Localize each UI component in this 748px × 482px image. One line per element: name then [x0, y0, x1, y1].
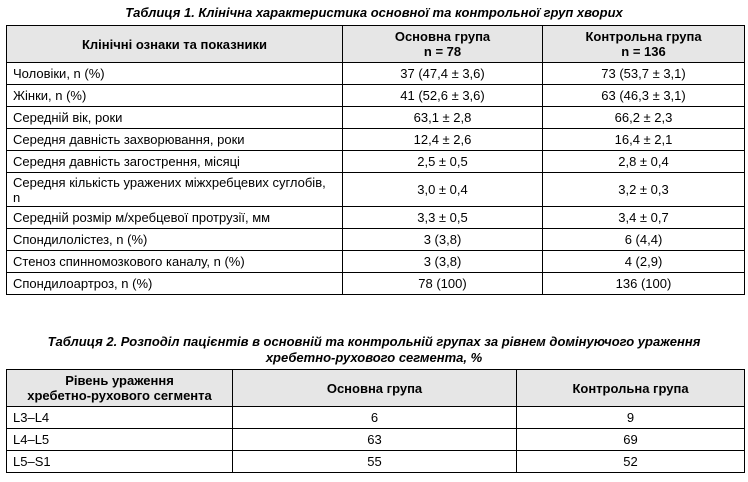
table2-header-main-group: Основна група [233, 370, 517, 407]
row-label: Спондилолістез, n (%) [7, 229, 343, 251]
table2-header-level-line2: хребетно-рухового сегмента [27, 388, 212, 403]
table2-caption [0, 334, 748, 366]
row-label: Середній розмір м/хребцевої протрузії, мм [7, 207, 343, 229]
table2-header-control-group: Контрольна група [517, 370, 745, 407]
row-label: Середня давність загострення, місяці [7, 151, 343, 173]
table1-header-indicators: Клінічні ознаки та показники [7, 26, 343, 63]
table-row [7, 451, 745, 473]
table1-header-control-n: n = 136 [621, 44, 666, 59]
table1-header-main-group [343, 26, 543, 63]
table-row [7, 63, 745, 85]
table2-header-row [7, 370, 745, 407]
control-group-value: 3,2 ± 0,3 [543, 173, 745, 207]
table-row [7, 85, 745, 107]
table2-caption-line1: Таблиця 2. Розподіл пацієнтів в основній та контрольній групах за рівнем домінуючого ураження [47, 334, 701, 349]
clinical-characteristics-table [6, 25, 745, 295]
control-group-value: 73 (53,7 ± 3,1) [543, 63, 745, 85]
main-group-value: 3,0 ± 0,4 [343, 173, 543, 207]
table1-caption: Таблиця 1. Клінічна характеристика основної та контрольної груп хворих [125, 5, 623, 20]
segment-label: L4–L5 [7, 429, 233, 451]
control-group-value: 136 (100) [543, 273, 745, 295]
row-label: Середня давність захворювання, роки [7, 129, 343, 151]
table-row [7, 207, 745, 229]
row-label: Середній вік, роки [7, 107, 343, 129]
table-row [7, 273, 745, 295]
table-row [7, 251, 745, 273]
table-row [7, 173, 745, 207]
main-group-value: 37 (47,4 ± 3,6) [343, 63, 543, 85]
segment-label: L5–S1 [7, 451, 233, 473]
row-label: Стеноз спинномозкового каналу, n (%) [7, 251, 343, 273]
table2-caption-line2: хребетно-рухового сегмента, % [265, 350, 483, 365]
control-group-value: 66,2 ± 2,3 [543, 107, 745, 129]
row-label: Спондилоартроз, n (%) [7, 273, 343, 295]
main-group-value: 41 (52,6 ± 3,6) [343, 85, 543, 107]
table2-header-level [7, 370, 233, 407]
control-group-value: 3,4 ± 0,7 [543, 207, 745, 229]
control-group-value: 52 [517, 451, 745, 473]
main-group-value: 63,1 ± 2,8 [343, 107, 543, 129]
table-row [7, 129, 745, 151]
table1-header-main-n: n = 78 [423, 44, 462, 59]
control-group-value: 63 (46,3 ± 3,1) [543, 85, 745, 107]
control-group-value: 4 (2,9) [543, 251, 745, 273]
control-group-value: 16,4 ± 2,1 [543, 129, 745, 151]
table2-header-level-line1: Рівень ураження [65, 373, 174, 388]
table1-header-main-label: Основна група [394, 29, 491, 44]
table-row [7, 407, 745, 429]
table1-header-control-group [543, 26, 745, 63]
table-row [7, 151, 745, 173]
row-label: Чоловіки, n (%) [7, 63, 343, 85]
main-group-value: 3 (3,8) [343, 229, 543, 251]
main-group-value: 55 [233, 451, 517, 473]
control-group-value: 9 [517, 407, 745, 429]
main-group-value: 12,4 ± 2,6 [343, 129, 543, 151]
main-group-value: 3 (3,8) [343, 251, 543, 273]
table-row [7, 229, 745, 251]
main-group-value: 6 [233, 407, 517, 429]
row-label: Жінки, n (%) [7, 85, 343, 107]
table-row [7, 429, 745, 451]
table1-header-control-label: Контрольна група [585, 29, 702, 44]
segment-label: L3–L4 [7, 407, 233, 429]
segment-distribution-table [6, 369, 745, 473]
main-group-value: 2,5 ± 0,5 [343, 151, 543, 173]
row-label: Середня кількість уражених міжхребцевих суглобів, n [7, 173, 343, 207]
main-group-value: 78 (100) [343, 273, 543, 295]
table-row [7, 107, 745, 129]
control-group-value: 2,8 ± 0,4 [543, 151, 745, 173]
control-group-value: 6 (4,4) [543, 229, 745, 251]
table1-header-row [7, 26, 745, 63]
main-group-value: 63 [233, 429, 517, 451]
main-group-value: 3,3 ± 0,5 [343, 207, 543, 229]
control-group-value: 69 [517, 429, 745, 451]
